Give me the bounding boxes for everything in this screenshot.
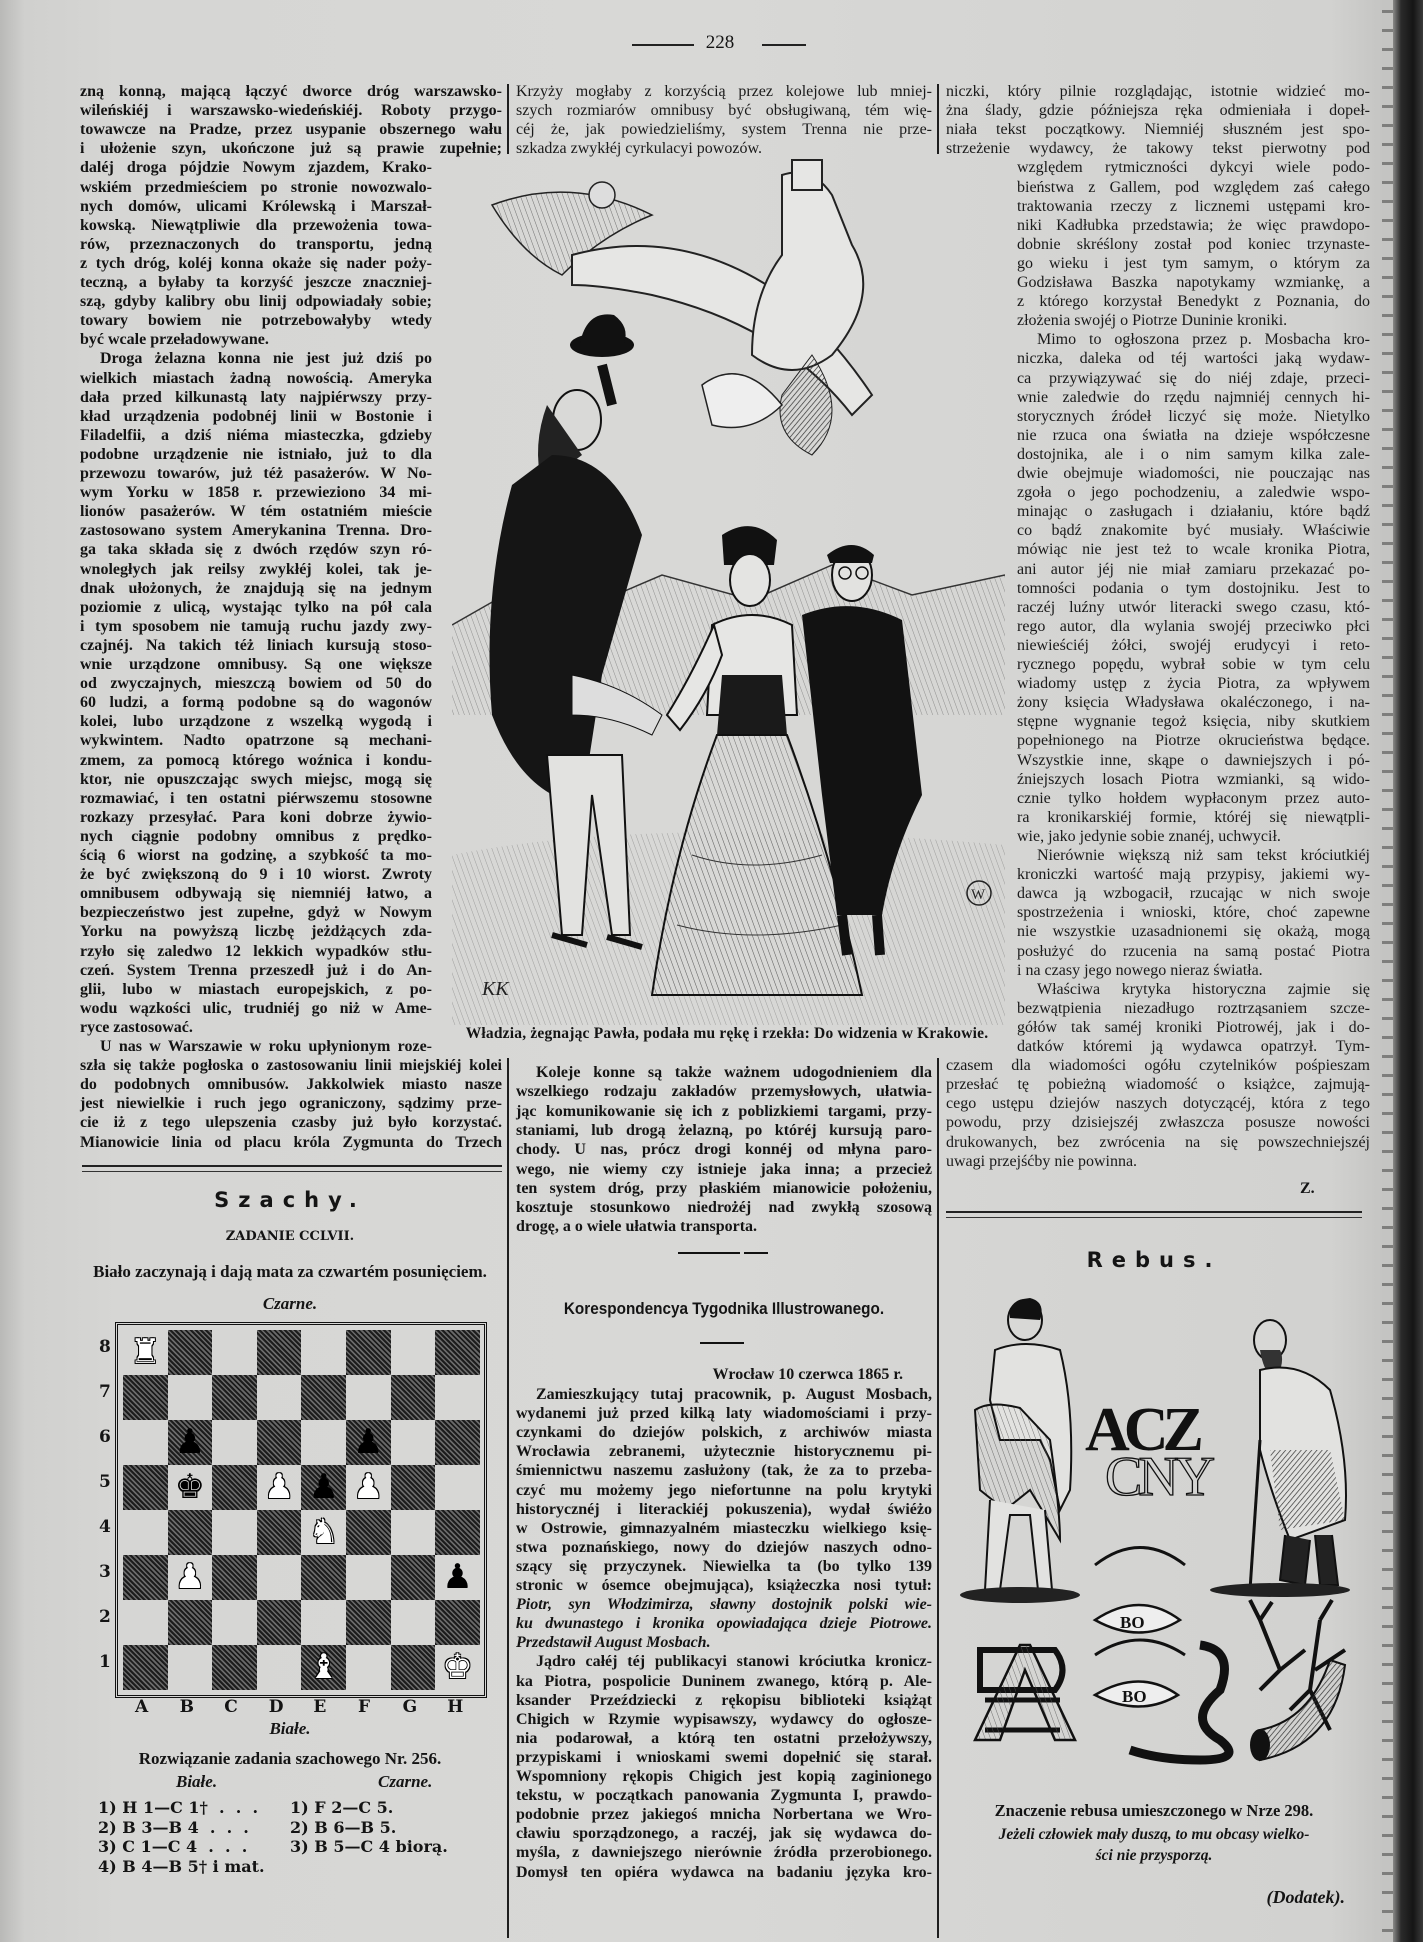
- text-line: Wszystkie inne, skąpe o dawniejszych i pó-: [1017, 751, 1370, 769]
- rebus-figure-athlete: [960, 1298, 1080, 1603]
- chess-square: [435, 1375, 480, 1420]
- text-line: nych domów, ulicami Królewską i Marszał-: [80, 197, 432, 215]
- chess-square: [123, 1375, 168, 1420]
- text-line: cego ustępu dziejów naszych dotyczącéj, która z tego: [946, 1095, 1370, 1113]
- text-line: do podobnych omnibusów. Jakkolwiek miasto nasze: [80, 1076, 502, 1094]
- text-line: raczéj luźny utwór literacki swego czasu, któ-: [1017, 598, 1370, 616]
- page-number: 228: [705, 32, 735, 53]
- file-label: E: [313, 1697, 327, 1717]
- chess-square: [435, 1330, 480, 1375]
- file-label: A: [135, 1697, 149, 1717]
- text-line: datków któremi ją wydawca opatrzył. Tym-: [1017, 1038, 1370, 1055]
- chess-square: [391, 1465, 436, 1510]
- text-line: czyć mu możemy jego niefortunne na polu krytyki: [516, 1481, 932, 1499]
- text-line: szący się przyczynek. Niewielka ta (bo tylko 139: [516, 1557, 932, 1575]
- chess-square: [435, 1465, 480, 1510]
- black-pawn-piece: ♟: [308, 1467, 339, 1507]
- solution-white-header: Białe.: [176, 1772, 218, 1791]
- text-line: glii, lubo w miastach europejskich, z po-: [80, 980, 432, 998]
- text-line: Piotr, syn Włodzimirza, sławny dostojnik polski wie-: [516, 1596, 932, 1614]
- text-line: céj że, jak powiedzieliśmy, system Trenna nie prze-: [516, 121, 932, 139]
- text-line: cie iż z tego ulepszenia czasby już było korzystać.: [80, 1114, 502, 1132]
- book-binding: [1393, 0, 1423, 1942]
- text-line: zgoła o jego pochodzeniu, a zaledwie wspo-: [1017, 484, 1370, 502]
- text-line: wnie urządzone omnibusy. Są one większe: [80, 656, 432, 673]
- text-line: względem rytmiczności dykcyi wiele podo-: [1017, 159, 1370, 177]
- text-line: ku dwunastego i kronika opowiadająca dzieje Piotrowe.: [516, 1615, 932, 1633]
- chess-board: [115, 1322, 487, 1698]
- chess-square: [257, 1600, 302, 1645]
- chess-square: [346, 1375, 391, 1420]
- file-label: C: [224, 1697, 238, 1717]
- chess-square: [168, 1375, 213, 1420]
- text-line: ca przywiązywać się do niéj zdaje, przeci-: [1017, 369, 1370, 387]
- rebus-picture: [960, 1290, 1360, 1770]
- text-line: wielkich miastach żadną nowością. Ameryka: [80, 369, 432, 387]
- text-line: dobnie skréślony został pod koniec trzynaste-: [1017, 235, 1370, 253]
- text-line: wnoległych jak reilsy zwykłéj kolei, tak je-: [80, 560, 432, 578]
- text-line: drogę, a o wiele ułatwia transporta.: [516, 1218, 758, 1236]
- chess-square: [212, 1375, 257, 1420]
- text-line: wykwintem. Nadto opatrzone są mechani-: [80, 732, 432, 750]
- text-line: rycznego popędu, wybrał sobie w tym celu: [1017, 656, 1370, 673]
- chess-square: [391, 1420, 436, 1465]
- rank-label: 4: [99, 1517, 111, 1537]
- text-line: żony księcia Władysława okaléczonego, i na-: [1017, 694, 1370, 712]
- text-line: uwagi przejśćby nie powinna.: [946, 1152, 1138, 1170]
- solution-move-white: 3) C 1—C 4 . . .: [98, 1837, 248, 1856]
- chess-square: [168, 1645, 213, 1690]
- file-label: F: [358, 1697, 371, 1717]
- text-line: ktor, nie opuszczając swych miejsc, mogą się: [80, 770, 432, 788]
- text-line: gółów tak saméj kroniki Piotrowéj, jak i do-: [1017, 1018, 1370, 1036]
- chess-square: [212, 1600, 257, 1645]
- text-line: niała tekst początkowy. Niemniéj słuszném jest spo-: [946, 121, 1370, 139]
- chess-square: [257, 1375, 302, 1420]
- text-line: żna ślady, gdzie późniejsza ręka odmieniała i dopeł-: [946, 102, 1370, 120]
- chess-square: [168, 1510, 213, 1555]
- rank-label: 6: [99, 1427, 111, 1447]
- solution-move-white: 1) H 1—C 1† . . .: [98, 1798, 259, 1817]
- rank-label: 7: [99, 1382, 111, 1402]
- text-line: wnie zaledwie do rzędu najmniéj cennych hi-: [1017, 388, 1370, 406]
- text-line: zastosowano system Amerykanina Trenna. Dro-: [80, 522, 432, 540]
- text-line: przewozu towarów, już téż pasażerów. W No-: [80, 465, 432, 482]
- file-label: B: [179, 1697, 194, 1717]
- text-line: minając o zasługach i działaniu, które bądź: [1017, 503, 1370, 521]
- text-line: lionów pasażerów. W tém ostatniém mieście: [80, 503, 432, 521]
- text-line: stronic w ósemce obejmująca), książeczka nosi tytuł:: [516, 1577, 932, 1594]
- text-line: cznie tylko hołdem wypłaconym przez auto-: [1017, 789, 1370, 807]
- text-line: Filadelfii, a dziś niéma miasteczka, gdzieby: [80, 426, 432, 444]
- white-pawn-piece: ♟: [174, 1557, 206, 1597]
- text-line: nia podarował, a którą ten ostatni przełożywszy,: [516, 1729, 932, 1747]
- chess-square: [391, 1510, 436, 1555]
- text-line: śmiennictwu naszemu zasłużony (tak, że za to przeba-: [516, 1462, 932, 1480]
- chess-white-label: Białe.: [269, 1719, 311, 1738]
- text-line: teczną, a byłaby ta korzyść jeszcze znaczniej-: [80, 274, 432, 291]
- text-line: myśla, z dawniejszego nierównie źródła przerobionego.: [516, 1844, 932, 1862]
- chess-square: [391, 1645, 436, 1690]
- chess-square: [212, 1510, 257, 1555]
- artist-monogram: W: [971, 887, 986, 903]
- rebus-letters-acz: ACZ: [1085, 1396, 1198, 1464]
- text-line: szą, gdyby kalibry obu linij odpowiadały sobie;: [80, 293, 432, 311]
- text-line: Przedstawił August Mosbach.: [516, 1634, 711, 1652]
- text-line: omnibusem odbywają się niemniéj łatwo, a: [80, 885, 432, 903]
- chess-black-label: Czarne.: [262, 1294, 318, 1313]
- text-line: ten system dróg, przy płaskiém mianowicie położeniu,: [516, 1179, 932, 1197]
- artist-mark-kk: KK: [482, 978, 509, 1000]
- chess-square: [301, 1330, 346, 1375]
- text-line: szkadza zwykłéj cyrkulacyi powozów.: [516, 140, 762, 158]
- text-line: drukowanych, bez zwrócenia na się powszechniejszéj: [946, 1133, 1370, 1151]
- text-line: towawcze na Pradze, przez usypanie obszernego wału: [80, 121, 502, 139]
- solution-move-white: 2) B 3—B 4 . . .: [98, 1817, 249, 1837]
- text-line: niczki, który pilnie rozglądając, istotnie widzieć mo-: [946, 83, 1370, 100]
- text-line: wym Yorku w 1858 r. przewieziono 34 mi-: [80, 484, 432, 502]
- text-line: daléj droga pójdzie Nowym zjazdem, Krako-: [80, 159, 432, 177]
- page-number-dash-left: [632, 44, 694, 46]
- chess-square: [123, 1600, 168, 1645]
- text-line: wszelkiego rodzaju zakładów przemysłowych, ułatwia-: [516, 1083, 932, 1101]
- text-line: mówiąc nie jest też to wcale kronika Piotra,: [1017, 541, 1370, 559]
- text-line: stępne wygnanie tegoż księcia, niby skutkiem: [1017, 713, 1370, 731]
- chess-instruction: Biało zaczynają i dają mata za czwartém posunięciem.: [93, 1262, 487, 1281]
- text-line: dnak ułożonych, że znajdują się na jednym: [80, 579, 432, 597]
- text-line: złożenia swojéj o Piotrze Duninie kroniki.: [1017, 312, 1288, 330]
- text-line: wego, nie wiemy czy istnieje jaka inna; a przecież: [516, 1160, 932, 1178]
- text-line: stwa poznańskiego, nowy do dziejów naszych odno-: [516, 1538, 932, 1556]
- text-line: wskiém przedmieściem po stronie nowozwalo-: [80, 178, 432, 196]
- solution-move-black: 1) F 2—C 5.: [290, 1798, 394, 1817]
- text-line: ksander Przeździecki z rękopisu biblioteki książąt: [516, 1691, 932, 1709]
- text-line: Wrocławia zebranemi, użytecznie historycznemu pi-: [516, 1443, 932, 1461]
- text-line: kroniczki wartość mają przypisy, jakiemi wy-: [1017, 866, 1370, 884]
- text-line: Koleje konne są także ważnem udogodnieniem dla: [536, 1064, 932, 1081]
- white-bishop-piece: ♝: [308, 1647, 339, 1687]
- text-line: Krzyży mogłaby z korzyścią przez kolejowe lub mniej-: [516, 83, 932, 100]
- text-line: Droga żelazna konna nie jest już dziś po: [100, 350, 432, 368]
- rank-label: 2: [99, 1607, 111, 1627]
- text-line: zną konną, mającą łączyć dworce dróg warszawsko-: [80, 83, 502, 100]
- white-pawn-piece: ♟: [353, 1467, 384, 1507]
- black-pawn-piece: ♟: [353, 1422, 384, 1462]
- rebus-letters-cny: CNY: [1105, 1446, 1212, 1508]
- text-line: nie wszystkie uzasadnionemi się okażą, mogą: [1017, 923, 1370, 941]
- text-line: poziomie z ulicą, wystając tylko na pół cala: [80, 598, 432, 616]
- text-line: przypiskami i wnioskami swemi dopełnić się starał.: [516, 1748, 932, 1766]
- text-line: Właściwa krytyka historyczna zajmie się: [1037, 980, 1370, 998]
- text-line: jest niewielkie i ruch jego ograniczony, sądzimy prze-: [80, 1095, 502, 1113]
- text-line: źniejszych losach Piotra wzmianki, są wido-: [1017, 770, 1370, 788]
- text-line: ka Piotra, pospolicie Duninem zwanego, którą p. Ale-: [516, 1672, 932, 1690]
- text-line: Mianowicie linia od placu króla Zygmunta do Trzech: [80, 1133, 502, 1151]
- text-line: rego autor, dla wylania swojéj przeciwko płci: [1017, 617, 1370, 635]
- rebus-answer-title: Znaczenie rebusa umieszczonego w Nrze 298.: [994, 1801, 1314, 1820]
- text-line: wydanemi już przed kilką laty wiadomościami i przy-: [516, 1405, 932, 1423]
- text-line: Wspomniony rękopis Chigich jest kopią zaginionego: [516, 1768, 932, 1785]
- chess-square: [212, 1330, 257, 1375]
- file-label: D: [268, 1697, 284, 1717]
- chess-square: [257, 1555, 302, 1600]
- text-line: Jądro całéj téj publikacyi stanowi króciutka kronicz-: [536, 1653, 932, 1671]
- article-signature: Z.: [1300, 1180, 1315, 1197]
- file-label: H: [447, 1697, 464, 1717]
- column-rule: [507, 1058, 509, 1938]
- text-line: towary bowiem nie potrzebowałyby wtedy: [80, 312, 432, 330]
- correspondence-title: Korespondencya Tygodnika Illustrowanego.: [563, 1299, 885, 1318]
- chess-square: [346, 1600, 391, 1645]
- section-rule: [946, 1211, 1362, 1218]
- text-line: storycznych źródeł liczyć się może. Nietylko: [1017, 407, 1370, 425]
- text-line: czeń. System Trenna przeszedł już i do An-: [80, 961, 432, 979]
- text-line: i ułożenie szyn, ukończone już są prawie zupełnie;: [80, 140, 502, 158]
- ornamental-rule: [744, 1252, 768, 1254]
- rank-label: 5: [99, 1472, 111, 1492]
- text-line: dostojnika, ale i o nim samym kilka zale-: [1017, 445, 1370, 463]
- chess-square: [435, 1420, 480, 1465]
- text-line: przesłać tę pobieżną wiadomość o książce, zajmują-: [946, 1076, 1370, 1094]
- text-line: U nas w Warszawie w roku upłynionym roze-: [100, 1038, 432, 1055]
- correspondence-dateline: Wrocław 10 czerwca 1865 r.: [712, 1366, 903, 1383]
- text-line: powodu, przy dzisiejszéj zwłaszcza posusze nowości: [946, 1114, 1370, 1132]
- rebus-horn-antlers: [1250, 1600, 1345, 1761]
- rebus-answer-line: ści nie przysporzą.: [1095, 1847, 1213, 1864]
- text-line: popełnionego na Piotrze okrucieństwa będące.: [1017, 732, 1370, 750]
- column-rule: [937, 1058, 939, 1938]
- rebus-eye-letters: BO: [1120, 1613, 1145, 1632]
- chess-square: [257, 1645, 302, 1690]
- text-line: kosztuje stosunkowo niedrożéj nad zwykłą szosową: [516, 1199, 932, 1217]
- text-line: Nierównie większą niż sam tekst króciutkiéj: [1037, 847, 1370, 864]
- continued-note: (Dodatek).: [1266, 1887, 1345, 1907]
- engraving-illustration: [452, 155, 1005, 1025]
- solution-black-header: Czarne.: [378, 1772, 433, 1791]
- text-line: dała przed kilkunastą laty najpiérwszy przy-: [80, 388, 432, 406]
- text-line: Yorku na powyższą liczbę jeżdżących zda-: [80, 923, 432, 941]
- chess-square: [346, 1645, 391, 1690]
- illustration-caption: Władzia, żegnając Pawła, podała mu rękę i rzekła: Do widzenia w Krakowie.: [465, 1025, 989, 1042]
- text-line: Domysł ten opiéra wydawca na badaniu języka kro-: [516, 1863, 932, 1881]
- rebus-figure-old-man: [1210, 1320, 1350, 1597]
- chess-square: [212, 1465, 257, 1510]
- file-label: G: [402, 1697, 418, 1717]
- text-line: jąc komunikowanie się ich z poblizkiemi targami, przy-: [516, 1102, 932, 1120]
- text-line: ga taka składa się z dwóch rzędów szyn ró-: [80, 541, 432, 559]
- text-line: rzyło się zaledwo 12 lekkich wypadków stłu-: [80, 942, 432, 960]
- text-line: nych ciągnie podobny omnibus z prędko-: [80, 827, 432, 845]
- chess-problem-number: ZADANIE CCLVII.: [225, 1229, 355, 1244]
- chess-square: [212, 1645, 257, 1690]
- rebus-letter-a: [975, 1645, 1075, 1740]
- text-line: dawca ją wzbogacił, rzucając w nich swoje: [1017, 885, 1370, 903]
- text-line: że być zwiększoną do 9 i 10 wiorst. Zwroty: [80, 866, 432, 884]
- text-line: chody. U nas, prócz drogi konnéj od młyna paro-: [516, 1141, 932, 1159]
- text-line: z którego korzystał Benedykt z Poznania, do: [1017, 293, 1370, 311]
- white-knight-piece: ♞: [308, 1512, 339, 1552]
- text-line: niki Kadłubka przedstawia; że więc prawdopo-: [1017, 216, 1370, 234]
- text-line: bezpieczeństwo jest zupełne, gdyż w Nowym: [80, 904, 432, 922]
- title-underline: [700, 1342, 744, 1344]
- column-rule: [507, 84, 509, 154]
- white-king-piece: ♚: [442, 1647, 473, 1687]
- text-line: kład urządzenia podobnéj linii w Bostonie i: [80, 407, 432, 425]
- text-line: kowską. Niewątpliwie dla przewożenia towa-: [80, 216, 432, 234]
- text-line: wodu wązkości ulic, trudniéj go niż w Ame-: [80, 999, 432, 1017]
- rebus-eye-letters: BO: [1122, 1687, 1147, 1706]
- text-line: od zwyczajnych, mieszczą bowiem od 50 do: [80, 675, 432, 693]
- chess-square: [346, 1555, 391, 1600]
- text-line: 60 ludzi, a formą podobne są do wagonów: [80, 694, 432, 712]
- text-line: historycznéj i literackiéj pokuszenia), wydał świéżo: [516, 1500, 932, 1518]
- ornamental-rule: [678, 1252, 740, 1254]
- text-line: traktowania rzeczy z licznemi ustępami kro-: [1017, 197, 1370, 215]
- text-line: ścią 6 wiorst na godzinę, a szybkość ta mo-: [80, 847, 432, 864]
- chess-square: [346, 1510, 391, 1555]
- text-line: spostrzeżenia i wnioski, które, choć zapewne: [1017, 904, 1370, 922]
- rank-label: 8: [99, 1337, 111, 1357]
- chess-square: [435, 1600, 480, 1645]
- chess-square: [257, 1510, 302, 1555]
- text-line: zmem, za pomocą którego woźnica i kondu-: [80, 751, 432, 769]
- text-line: ani autor jéj nie miał zamiaru przekazać po-: [1017, 560, 1370, 578]
- rebus-title: Rebus.: [1086, 1248, 1222, 1272]
- black-pawn-piece: ♟: [442, 1557, 473, 1597]
- chess-square: [212, 1555, 257, 1600]
- chess-square: [346, 1330, 391, 1375]
- text-line: i na czasy jego nowego nieraz światła.: [1017, 961, 1263, 979]
- chess-square: [123, 1420, 168, 1465]
- solution-move-white: 4) B 4—B 5† i mat.: [98, 1856, 265, 1876]
- text-line: czajnéj. Na takich téż liniach kursują stoso-: [80, 636, 432, 654]
- text-line: tekstu, w początkach panowania Zygmunta I, prawdo-: [516, 1787, 932, 1805]
- black-pawn-piece: ♟: [174, 1422, 206, 1462]
- solution-move-black: 3) B 5—C 4 biorą.: [290, 1837, 448, 1856]
- black-king-piece: ♚: [174, 1467, 206, 1507]
- text-line: wiadomy ustęp z życia Piotra, za wpływem: [1017, 675, 1370, 693]
- chess-square: [301, 1600, 346, 1645]
- text-line: rozmawiać, i ten ostatni piérwszemu stosowne: [80, 789, 432, 807]
- white-pawn-piece: ♟: [263, 1467, 295, 1507]
- chess-square: [123, 1645, 168, 1690]
- chess-square: [168, 1600, 213, 1645]
- page-number-dash-right: [762, 44, 806, 46]
- chess-square: [212, 1420, 257, 1465]
- chess-square: [168, 1330, 213, 1375]
- chess-square: [123, 1555, 168, 1600]
- column-rule: [937, 84, 939, 154]
- white-rook-piece: ♜: [130, 1332, 161, 1372]
- chess-solution-title: Rozwiązanie zadania szachowego Nr. 256.: [138, 1749, 442, 1768]
- text-line: rozkazy przesyłać. Para koni dobrze żywio-: [80, 808, 432, 826]
- rebus-answer-line: Jeżeli człowiek mały duszą, to mu obcasy wielko-: [998, 1826, 1310, 1843]
- text-line: Zamieszkujący tutaj pracownik, p. August Mosbach,: [536, 1386, 932, 1403]
- text-line: czasem dla wiadomości ogółu czytelników pośpieszam: [946, 1057, 1370, 1075]
- rank-label: 1: [99, 1652, 111, 1672]
- text-line: Mimo to ogłoszona przez p. Mosbacha kro-: [1037, 331, 1370, 349]
- text-line: ryce zastosować.: [80, 1018, 193, 1036]
- text-line: wileńskiéj i warszawsko-wiedeńskiéj. Roboty przygo-: [80, 102, 502, 120]
- text-line: kolei, lubo urządzone z wszelką wygodą i: [80, 713, 432, 731]
- text-line: nie rzuca ona światła na dzieje współczesne: [1017, 426, 1370, 444]
- text-line: czynkami do dziejów polskich, z archiwów miasta: [516, 1424, 932, 1442]
- chess-square: [301, 1555, 346, 1600]
- text-line: tomności podania o tym dostojniku. Jest to: [1017, 579, 1370, 597]
- rank-label: 3: [99, 1562, 111, 1582]
- text-line: strzeżenie wydawcy, że takowy tekst pierwotny pod: [946, 140, 1370, 158]
- text-line: bieństwa z Gallem, pod względem zaś całego: [1017, 178, 1370, 196]
- text-line: w Ostrowie, gimnazyalném miasteczku wielkiego księ-: [516, 1519, 932, 1537]
- section-rule: [82, 1165, 502, 1172]
- solution-move-black: 2) B 6—B 5.: [290, 1817, 397, 1837]
- text-line: bezwątpienia niezadługo roztrząsaniem szcze-: [1017, 999, 1370, 1017]
- chess-square: [123, 1465, 168, 1510]
- text-line: podobne urządzenie nie istniało, już to dla: [80, 445, 432, 463]
- chess-square: [435, 1510, 480, 1555]
- text-line: podobnie przez jakiegoś mnicha Norbertana we Wro-: [516, 1806, 932, 1824]
- chess-square: [391, 1555, 436, 1600]
- chess-title: Szachy.: [214, 1188, 366, 1212]
- chess-square: [391, 1375, 436, 1420]
- text-line: cławiu sporządzonego, a raczéj, jak się wydawca do-: [516, 1825, 932, 1843]
- chess-square: [391, 1600, 436, 1645]
- text-line: dwie obejmuje wiadomości, nie pouczając nas: [1017, 465, 1370, 482]
- chess-square: [301, 1420, 346, 1465]
- chess-square: [257, 1420, 302, 1465]
- text-line: co bądź znakomite być musiały. Właściwie: [1017, 522, 1370, 540]
- text-line: go wieku i jest tym samym, o którym za: [1017, 254, 1370, 272]
- text-line: niczka, daleka od téj wartości jaką wydaw-: [1017, 350, 1370, 368]
- text-line: z tych dróg, koléj konna okaże się nader poży-: [80, 254, 432, 272]
- text-line: wie, jako jedynie sobie znanéj, uchwycił.: [1017, 827, 1281, 845]
- chess-square: [257, 1330, 302, 1375]
- text-line: Godzisława Baszka napotykamy wzmiankę, a: [1017, 274, 1370, 291]
- text-line: Chigich w Rzymie wypisawszy, wydawcy do ogłosze-: [516, 1710, 932, 1728]
- chess-square: [123, 1510, 168, 1555]
- text-line: ra kronikarskiéj formie, któréj się niewątpli-: [1017, 808, 1370, 826]
- chess-square: [301, 1375, 346, 1420]
- text-line: posłużyć do rzucenia na samą postać Piotra: [1017, 942, 1370, 960]
- chess-square: [391, 1330, 436, 1375]
- text-line: być wcale przeładowywane.: [80, 331, 269, 349]
- text-line: staniami, lub drogą żelazną, po któréj kursują paro-: [516, 1121, 932, 1139]
- text-line: i tym sposobem nie tamują ruchu jazdy zwy-: [80, 617, 432, 635]
- text-line: rów, przeznaczonych do transportu, jedną: [80, 235, 432, 253]
- text-line: szych rozmiarów omnibusy być obsługiwaną, tém wię-: [516, 102, 932, 120]
- text-line: szła się także pogłoska o zastosowaniu linii miejskiéj kolei: [80, 1057, 502, 1075]
- text-line: niewieściéj żółci, swojéj erudycyi i reto-: [1017, 636, 1370, 654]
